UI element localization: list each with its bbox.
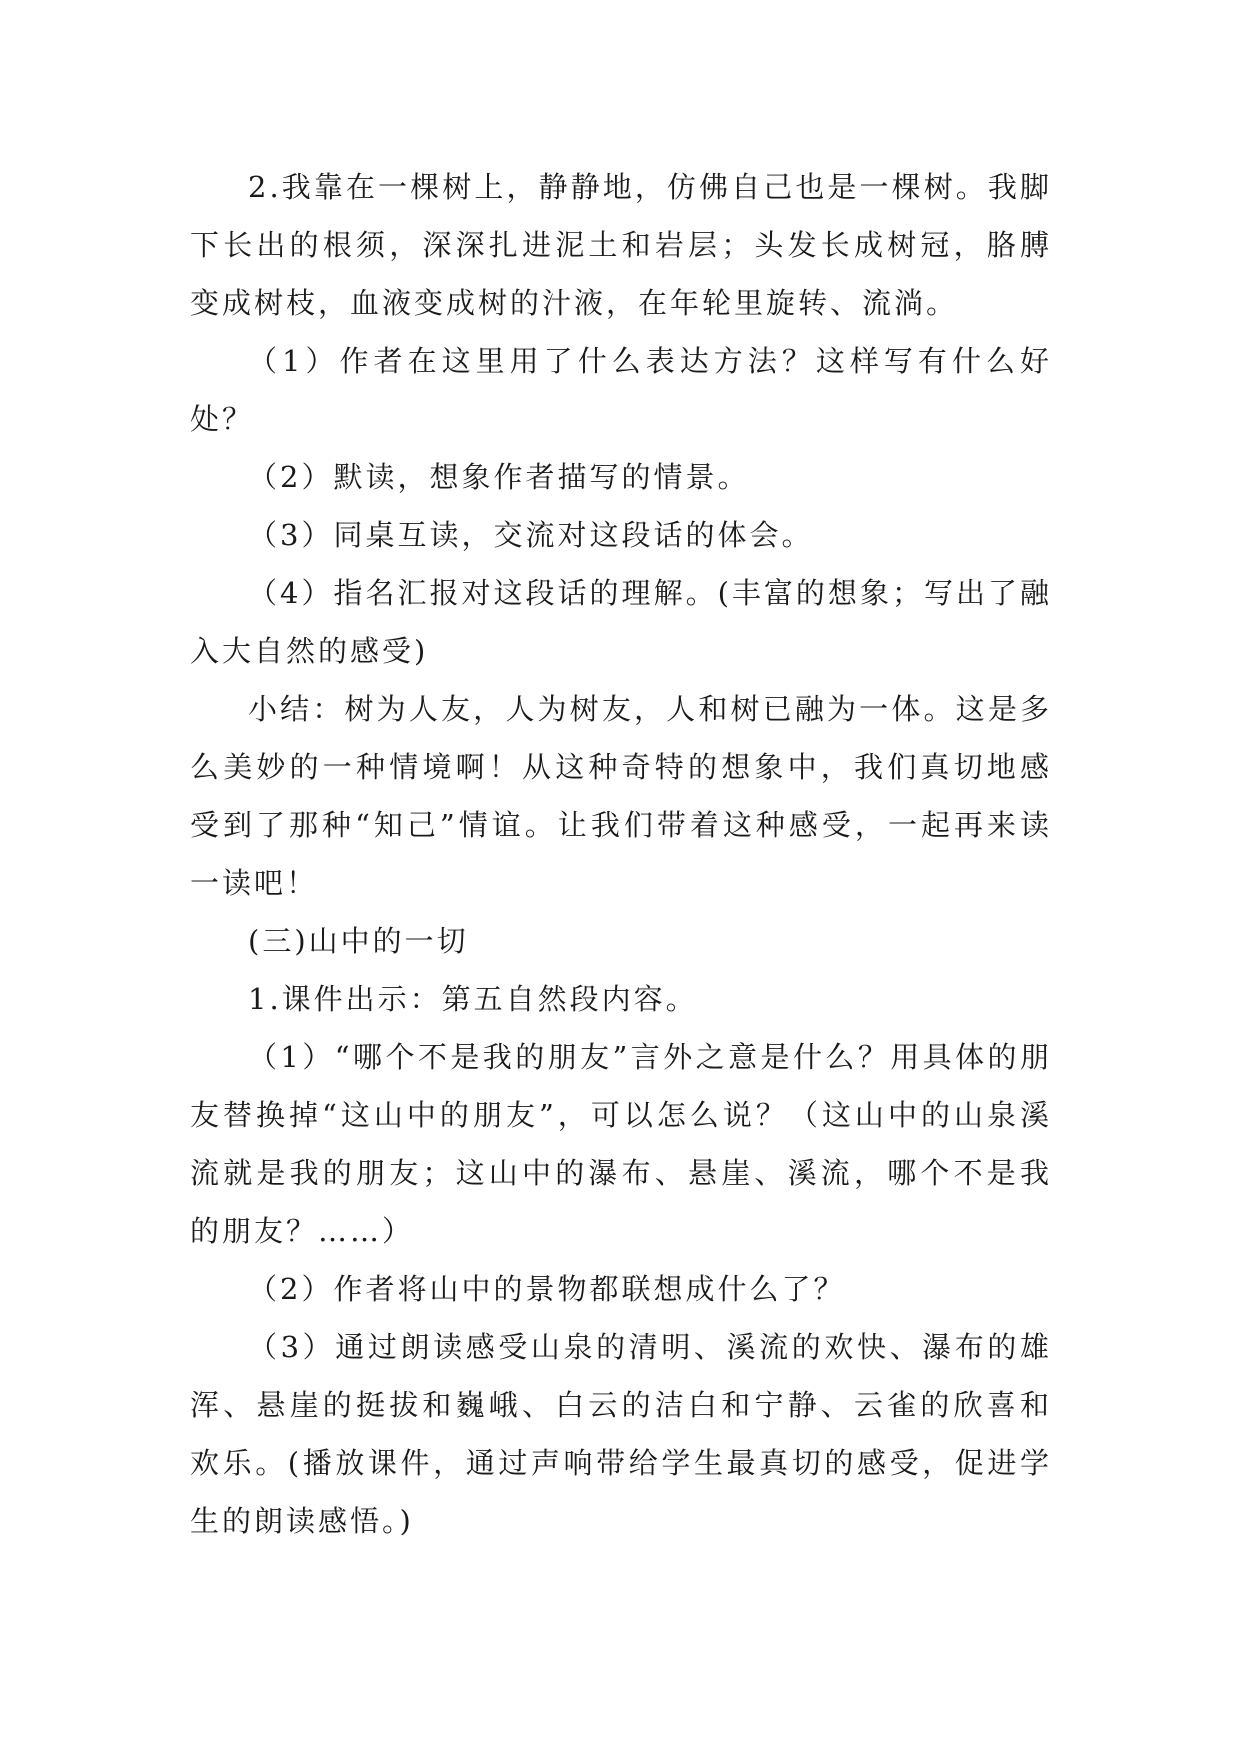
- paragraph-reading-practice: （3）通过朗读感受山泉的清明、溪流的欢快、瀑布的雄浑、悬崖的挺拔和巍峨、白云的洁白和宁静、云雀的欣喜和欢乐。(播放课件，通过声响带给学生最真切的感受，促进学生的朗读感悟。): [190, 1330, 1052, 1538]
- section-heading: (三)山中的一切: [248, 924, 469, 958]
- paragraph-question-1: （1）作者在这里用了什么表达方法？这样写有什么好处？: [190, 344, 1052, 436]
- paragraph-tree-imagination: 2.我靠在一棵树上，静静地，仿佛自己也是一棵树。我脚下长出的根须，深深扎进泥土和岩层；头发长成树冠，胳膊变成树枝，血液变成树的汁液，在年轮里旋转、流淌。: [190, 170, 1052, 320]
- paragraph-association-question: （2）作者将山中的景物都联想成什么了？: [248, 1272, 846, 1306]
- paragraph-summary: 小结：树为人友，人为树友，人和树已融为一体。这是多么美妙的一种情境啊！从这种奇特的想象中，我们真切地感受到了那种“知己”情谊。让我们带着这种感受，一起再来读一读吧！: [190, 692, 1052, 900]
- document-body: [190, 158, 1052, 1550]
- paragraph-friends-question: （1）“哪个不是我的朋友”言外之意是什么？用具体的朋友替换掉“这山中的朋友”，可以怎么说？（这山中的山泉溪流就是我的朋友；这山中的瀑布、悬崖、溪流，哪个不是我的朋友？……）: [190, 1040, 1052, 1248]
- paragraph-courseware: 1.课件出示：第五自然段内容。: [248, 982, 698, 1016]
- paragraph-question-3: （3）同桌互读，交流对这段话的体会。: [248, 518, 814, 552]
- paragraph-question-2: （2）默读，想象作者描写的情景。: [248, 460, 750, 494]
- paragraph-question-4: （4）指名汇报对这段话的理解。(丰富的想象；写出了融入大自然的感受): [190, 576, 1052, 668]
